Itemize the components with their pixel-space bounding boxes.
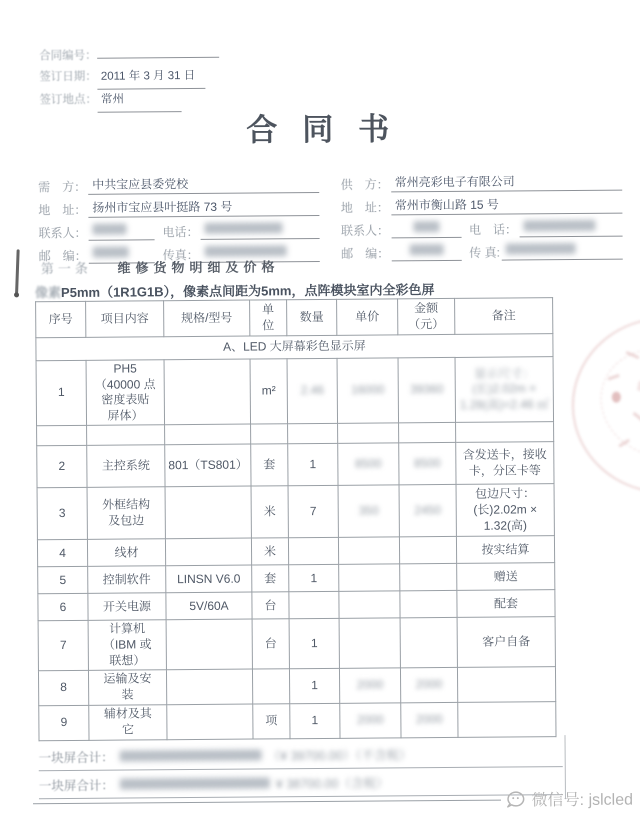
cell-item: 计算机 （IBM 或 联想）: [88, 620, 166, 671]
cell-no: 6: [38, 594, 88, 621]
cell-remark: [457, 667, 555, 702]
cell-amount: [400, 591, 457, 618]
clause-heading: [41, 256, 280, 277]
buyer-phone-value: [200, 222, 320, 240]
total-1-amount: （¥ 39700.00）（不含税）: [267, 747, 412, 763]
cell-no: 2: [37, 446, 87, 488]
cell-qty: [289, 592, 339, 619]
cell-spec: LINSN V6.0: [166, 565, 252, 593]
supplier-fax-label: 传 真:: [469, 245, 500, 260]
table-row: [37, 536, 554, 567]
cell-price: [338, 423, 399, 443]
cell-unit: m²: [250, 359, 288, 425]
stamp-stroke: [625, 351, 639, 359]
cell-unit: 套: [251, 444, 288, 486]
cell-no: 1: [36, 360, 87, 426]
cell-amount: [399, 423, 456, 443]
cell-qty: 1: [290, 703, 340, 738]
supplier-zip: [341, 237, 623, 262]
cell-unit: 项: [253, 703, 290, 738]
stamp-stroke: [633, 412, 640, 423]
cell-qty: [288, 538, 338, 565]
cell-remark: [458, 701, 556, 737]
cell-spec: 801（TS801）: [165, 444, 251, 487]
cell-no: 3: [37, 488, 87, 540]
cell-no: 4: [37, 540, 87, 567]
cell-remark: 赠送: [457, 563, 555, 591]
cell-remark: 配套: [457, 590, 555, 618]
spec-line-faint-part: 像素: [34, 285, 62, 301]
buyer-contact-value: [88, 223, 154, 241]
buyer-role-label: 需 方：: [38, 179, 87, 195]
cell-unit: [251, 424, 288, 444]
spec-line-text: P5mm（1R1G1B），像素点间距为5mm，点阵模块室内全彩色屏: [60, 282, 435, 301]
red-stamp: [571, 317, 640, 494]
redacted-value: [506, 243, 576, 255]
total-2-amount: ¥ 38700.00（含税）: [275, 775, 389, 791]
items-table-wrap: [35, 297, 556, 741]
total-line-1: [39, 739, 563, 771]
table-group-row: A、LED 大屏幕彩色显示屏: [36, 334, 553, 361]
column-header: 数量: [287, 299, 337, 335]
supplier-zip-label: 邮 编：: [341, 246, 390, 261]
cell-amount: 2450: [399, 485, 456, 537]
buyer-contact-label: 联系人：: [38, 225, 87, 241]
total-1-label: 一块屏合计：: [38, 750, 114, 765]
redacted-value: [409, 244, 443, 255]
cell-amount: 2000: [400, 668, 457, 703]
totals-block: [39, 739, 563, 799]
sign-date-row: [39, 66, 219, 90]
cell-spec: [165, 538, 251, 566]
page-title: 合同书: [246, 111, 415, 148]
cell-price: 2000: [340, 702, 401, 737]
buyer-phone-label: 电话：: [162, 224, 199, 240]
table-row: [36, 357, 553, 426]
redacted-value: [120, 777, 270, 789]
cell-item: 运输及安 装: [88, 670, 166, 705]
supplier-addr: [341, 191, 623, 216]
cell-qty: 7: [288, 486, 338, 538]
table-row: [38, 563, 555, 594]
column-header: 金额 （元）: [398, 298, 455, 334]
cell-amount: [399, 537, 456, 564]
redacted-value: [413, 221, 439, 232]
parties-block: [38, 168, 623, 265]
cell-no: 7: [38, 621, 88, 671]
cell-qty: 2.46: [287, 358, 338, 424]
cell-spec: [166, 619, 252, 670]
contract-meta: [39, 45, 219, 113]
pen-mark: [15, 249, 20, 295]
items-tbody: [36, 334, 556, 741]
stamp-stroke: [618, 439, 630, 448]
cell-unit: 台: [252, 619, 289, 669]
cell-no: [37, 426, 87, 446]
cell-item: PH5 （40000 点 密度表贴 屏体）: [86, 360, 165, 426]
cell-spec: [165, 424, 251, 445]
table-row: [39, 701, 556, 740]
wechat-id-text: 微信号: jslcled: [531, 791, 634, 810]
sign-date-label: 签订日期：: [39, 70, 97, 84]
cell-item: 外框结构 及包边: [87, 487, 165, 540]
clause-number: 第一条: [40, 260, 92, 277]
cell-item: 控制软件: [88, 566, 166, 594]
contract-no-value: [97, 56, 219, 59]
cell-unit: [252, 669, 289, 703]
sign-date-value: 2011 年 3 月 31 日: [97, 66, 206, 90]
cell-amount: 39360: [398, 357, 456, 423]
supplier-phone-value: [519, 220, 623, 238]
cell-no: 5: [38, 567, 88, 594]
cell-spec: [167, 704, 253, 740]
cell-qty: [288, 424, 338, 444]
cell-item: 线材: [87, 539, 165, 567]
items-table: [35, 297, 556, 741]
cell-qty: 1: [289, 669, 339, 704]
column-header: 序号: [36, 301, 86, 337]
buyer-name: [38, 170, 320, 195]
supplier-phone-label: 电 话：: [468, 222, 518, 237]
clause-title: 维修货物明细及价格: [117, 259, 280, 276]
bottom-rule: [33, 800, 501, 805]
table-row: [38, 667, 555, 705]
cell-remark: 显示尺寸： (长)2.02m × 1.28(高)=2.46 ㎡: [455, 357, 554, 423]
cell-spec: 5V/60A: [166, 592, 252, 620]
cell-item: 主控系统: [87, 445, 165, 488]
cell-remark: 含发送卡，接收 卡，分区卡等: [456, 442, 554, 485]
redacted-value: [120, 749, 262, 761]
cell-item: [87, 425, 165, 446]
cell-qty: 1: [288, 444, 338, 486]
cell-unit: 米: [251, 538, 288, 565]
column-header: 规格/型号: [164, 300, 250, 337]
redacted-value: [93, 246, 129, 257]
cell-remark: [456, 422, 554, 443]
redacted-value: [204, 222, 282, 234]
column-header: 单价: [337, 299, 398, 335]
cell-qty: 1: [289, 619, 339, 669]
footer-watermark: [505, 787, 634, 811]
cell-unit: 套: [252, 565, 289, 592]
cell-price: [338, 537, 399, 564]
supplier-contact-value: [391, 221, 461, 239]
supplier-zip-value: [391, 244, 461, 262]
buyer-addr-label: 地 址：: [38, 202, 87, 218]
supplier-addr-value: 常州市衡山路 15 号: [391, 195, 623, 216]
cell-price: 350: [338, 485, 399, 537]
supplier-name: [341, 168, 623, 193]
supplier-addr-label: 地 址：: [340, 200, 389, 215]
table-row: [37, 442, 554, 488]
cell-price: [339, 618, 400, 668]
total-2-label: 一块屏合计：: [38, 778, 114, 793]
cell-no: 9: [39, 705, 89, 740]
cell-remark: 包边尺寸： (长)2.02m × 1.32(高): [456, 484, 554, 537]
cell-item: 开关电源: [88, 593, 166, 621]
contract-no-label: 合同编号：: [39, 49, 97, 63]
cell-qty: 1: [289, 565, 339, 592]
cell-price: 8500: [338, 443, 399, 485]
table-row: [38, 617, 555, 671]
cell-spec: [165, 486, 251, 539]
cell-amount: 8500: [399, 443, 456, 485]
redacted-value: [92, 224, 126, 235]
column-header: 单 位: [250, 300, 287, 336]
buyer-contact: [38, 216, 320, 241]
table-row: [37, 484, 554, 540]
cell-price: [339, 591, 400, 618]
buyer-addr-value: 扬州市宝应县叶挺路 73 号: [88, 197, 320, 218]
cell-amount: 2000: [401, 702, 458, 737]
cell-price: [339, 564, 400, 591]
total-line-2: [39, 767, 563, 799]
redacted-value: [523, 220, 595, 232]
cell-spec: [166, 669, 252, 704]
cell-price: 16000: [337, 358, 399, 424]
contract-no-row: [39, 45, 219, 67]
cell-amount: [400, 618, 457, 668]
cell-remark: 客户自备: [457, 617, 555, 668]
cell-no: 8: [38, 671, 88, 706]
items-thead-row: [36, 298, 553, 338]
buyer-fax-label: 传真：: [162, 247, 199, 263]
sign-place-value: 常州: [97, 89, 181, 113]
cell-price: 2000: [339, 668, 400, 703]
buyer-name-value: 中共宝应县委党校: [88, 174, 320, 195]
cell-spec: [164, 359, 251, 425]
cell-amount: [400, 564, 457, 591]
redacted-value: [205, 245, 287, 257]
supplier-contact: [341, 214, 623, 239]
cell-item: 辅材及其 它: [89, 704, 167, 740]
sign-place-label: 签订地点：: [39, 93, 98, 107]
supplier-role-label: 供 方：: [340, 177, 389, 192]
buyer-zip-label: 邮 编：: [38, 248, 87, 264]
stamp-stroke: [608, 374, 620, 381]
buyer-addr: [38, 193, 320, 218]
cell-unit: 台: [252, 592, 289, 619]
table-row: [38, 590, 555, 621]
column-header: 备注: [455, 298, 553, 335]
supplier-name-value: 常州亮彩电子有限公司: [391, 172, 623, 193]
cell-remark: 按实结算: [456, 536, 554, 564]
cell-unit: 米: [251, 486, 288, 538]
supplier-contact-label: 联系人：: [340, 223, 390, 238]
column-header: 项目内容: [86, 301, 164, 338]
wechat-icon: [505, 788, 527, 810]
supplier-fax-value: [502, 243, 623, 261]
